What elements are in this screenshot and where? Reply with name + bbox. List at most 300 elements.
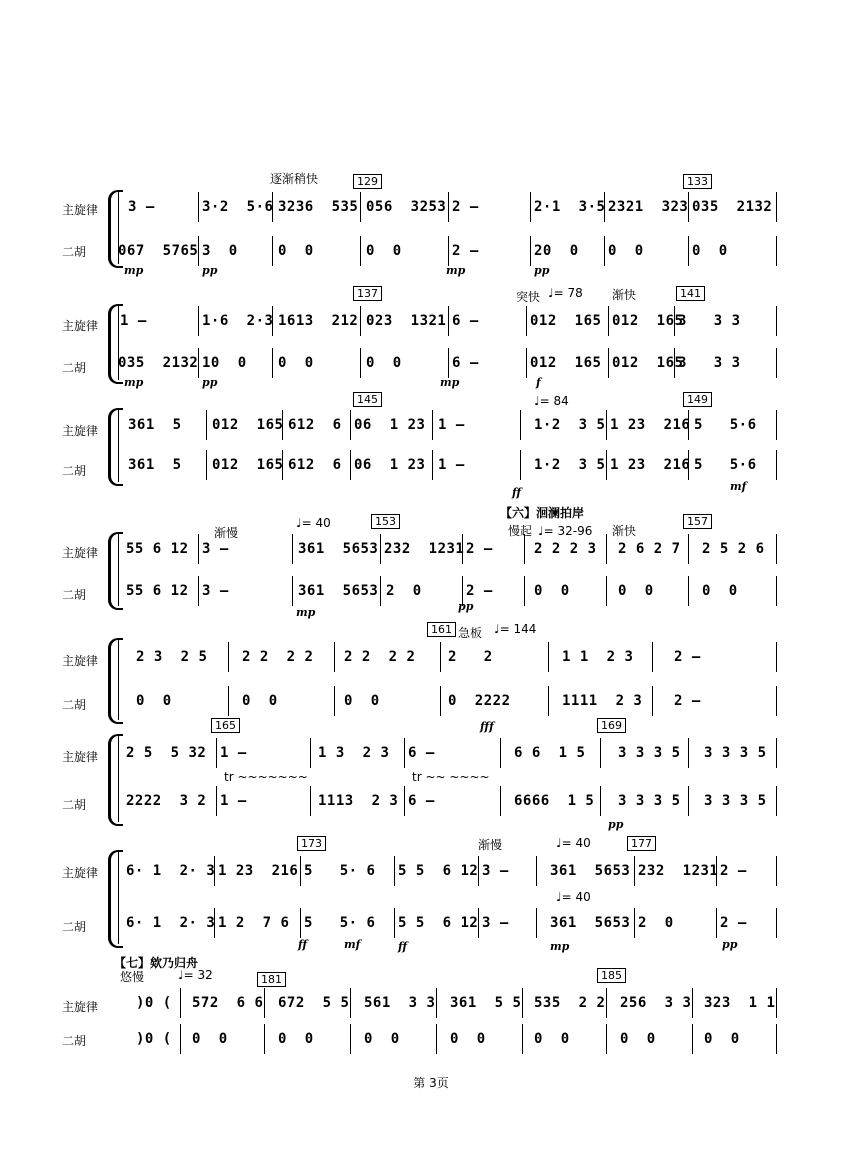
staff-label-erhu: 二胡	[62, 798, 87, 812]
bar-line	[536, 856, 537, 886]
staff-label-melody: 主旋律	[62, 654, 99, 668]
bar-line	[310, 738, 311, 768]
bar-line	[674, 306, 675, 336]
measure: 672 5 5	[278, 995, 350, 1011]
system-start-line	[118, 532, 119, 606]
measure: 6666 1 5	[514, 793, 595, 809]
bar-line	[776, 534, 777, 564]
measure: 0 0	[534, 1031, 570, 1047]
bar-line	[776, 348, 777, 378]
bar-line	[688, 236, 689, 266]
melody-staff	[122, 414, 782, 436]
staff-label-melody: 主旋律	[62, 546, 99, 560]
bar-line	[432, 410, 433, 440]
bar-line	[600, 738, 601, 768]
bar-line	[334, 686, 335, 716]
bar-line	[776, 786, 777, 816]
bar-line	[432, 450, 433, 480]
measure: 6· 1 2· 3	[126, 863, 216, 879]
bar-line	[608, 306, 609, 336]
bar-line	[776, 856, 777, 886]
bar-line	[776, 1024, 777, 1054]
measure: 361 5	[128, 457, 182, 473]
measure: 361 5653	[550, 915, 631, 931]
bar-line	[606, 450, 607, 480]
bar-line	[652, 642, 653, 672]
measure: 2321 323	[608, 199, 689, 215]
staff-label-melody: 主旋律	[62, 319, 99, 333]
bar-line	[608, 348, 609, 378]
system-start-line	[118, 850, 119, 944]
measure: 1 –	[220, 793, 247, 809]
bar-line	[776, 908, 777, 938]
dynamic-mark: mp	[440, 376, 460, 389]
measure: 1 23 216	[610, 417, 691, 433]
bar-line	[310, 786, 311, 816]
measure: 0 0	[242, 693, 278, 709]
bar-line	[350, 410, 351, 440]
measure: 0 0	[364, 1031, 400, 1047]
bar-line	[380, 534, 381, 564]
tempo-mark: 逐渐稍快	[270, 172, 319, 186]
bar-line	[652, 686, 653, 716]
measure: 2 –	[720, 915, 747, 931]
measure: 1 2 7 6	[218, 915, 290, 931]
measure-number: 141	[676, 286, 705, 301]
measure: 1·2 3 5	[534, 417, 606, 433]
bar-line	[776, 686, 777, 716]
bar-line	[688, 576, 689, 606]
measure-number: 149	[683, 392, 712, 407]
staff-label-erhu: 二胡	[62, 698, 87, 712]
measure: 1 1 2 3	[562, 649, 634, 665]
measure: 3236 535	[278, 199, 359, 215]
measure: 232 1231	[638, 863, 719, 879]
measure: 612 6	[288, 457, 342, 473]
measure: 1 23 216	[610, 457, 691, 473]
bar-line	[606, 410, 607, 440]
bar-line	[440, 642, 441, 672]
measure: 012 165	[212, 417, 284, 433]
bar-line	[448, 348, 449, 378]
staff-label-erhu: 二胡	[62, 361, 87, 375]
bar-line	[536, 908, 537, 938]
bar-line	[282, 410, 283, 440]
bar-line	[206, 450, 207, 480]
tempo-mark: 突快	[516, 290, 541, 304]
bar-line	[448, 306, 449, 336]
measure: 2222 3 2	[126, 793, 207, 809]
measure: 1113 2 3	[318, 793, 399, 809]
bar-line	[292, 576, 293, 606]
bar-line	[282, 450, 283, 480]
measure-number: 133	[683, 174, 712, 189]
section-heading: 【六】洄澜拍岸	[500, 506, 585, 520]
measure: 056 3253	[366, 199, 447, 215]
measure: 3 –	[202, 583, 229, 599]
bar-line	[776, 450, 777, 480]
tempo-mark: 渐快	[612, 288, 637, 302]
erhu-staff	[122, 690, 782, 712]
measure: 5 5·6	[694, 457, 757, 473]
dynamic-mark: pp	[458, 600, 474, 613]
measure: 2 –	[720, 863, 747, 879]
measure: 2 –	[466, 541, 493, 557]
bar-line	[500, 786, 501, 816]
bar-line	[776, 576, 777, 606]
measure: 20 0	[534, 243, 579, 259]
bar-line	[462, 534, 463, 564]
measure: 012 165	[212, 457, 284, 473]
measure: 067 5765	[118, 243, 199, 259]
measure: 2 2 2 2	[344, 649, 416, 665]
measure: 012 165	[530, 313, 602, 329]
dynamic-mark: ff	[512, 486, 522, 499]
staff-label-erhu: 二胡	[62, 464, 87, 478]
bar-line	[272, 236, 273, 266]
measure: 361 5653	[298, 583, 379, 599]
measure: 3 3 3 5	[704, 745, 767, 761]
measure: 012 165	[612, 355, 684, 371]
bar-line	[228, 642, 229, 672]
measure: 5 5·6	[694, 417, 757, 433]
bar-line	[198, 306, 199, 336]
staff-label-erhu: 二胡	[62, 920, 87, 934]
measure: 1613 212	[278, 313, 359, 329]
measure: 361 5 5	[450, 995, 522, 1011]
measure: 3 –	[202, 541, 229, 557]
tempo-mark: ♩= 40	[556, 890, 591, 904]
bar-line	[716, 908, 717, 938]
bar-line	[272, 348, 273, 378]
bar-line	[404, 738, 405, 768]
measure: 023 1321	[366, 313, 447, 329]
measure: 2 0	[386, 583, 422, 599]
section-heading: 【七】欸乃归舟	[114, 956, 199, 970]
bar-line	[360, 348, 361, 378]
dynamic-mark: mf	[730, 480, 747, 493]
bar-line	[688, 738, 689, 768]
bar-line	[198, 576, 199, 606]
measure: 3 –	[482, 915, 509, 931]
staff-label-melody: 主旋律	[62, 424, 99, 438]
bar-line	[350, 988, 351, 1018]
erhu-staff	[118, 240, 782, 262]
measure: 012 165	[612, 313, 684, 329]
measure: 1 3 2 3	[318, 745, 390, 761]
measure: 0 0	[366, 355, 402, 371]
measure-number: 137	[353, 286, 382, 301]
bar-line	[350, 1024, 351, 1054]
bar-line	[776, 642, 777, 672]
measure: 5 5 6 12	[398, 915, 479, 931]
bar-line	[394, 856, 395, 886]
dynamic-mark: mp	[446, 264, 466, 277]
melody-staff	[122, 742, 782, 764]
dynamic-mark: ff	[298, 938, 308, 951]
measure: 2 6 2 7	[618, 541, 681, 557]
bar-line	[520, 450, 521, 480]
measure: 0 0	[704, 1031, 740, 1047]
measure: 6 –	[408, 745, 435, 761]
measure: 0 0	[534, 583, 570, 599]
measure: 2 –	[466, 583, 493, 599]
measure: 035 2132	[692, 199, 773, 215]
bar-line	[674, 348, 675, 378]
measure: 2 –	[452, 199, 479, 215]
measure: 2 2 2 3	[534, 541, 597, 557]
measure: 2 3 2 5	[136, 649, 208, 665]
bar-line	[500, 738, 501, 768]
bar-line	[776, 988, 777, 1018]
tempo-mark: 渐慢	[478, 838, 503, 852]
measure: 06 1 23	[354, 457, 426, 473]
staff-label-melody: 主旋律	[62, 203, 99, 217]
system-brace	[108, 532, 123, 610]
tempo-mark: 急板	[458, 626, 483, 640]
staff-label-melody: 主旋律	[62, 1000, 99, 1014]
measure: 3 3 3	[678, 313, 741, 329]
bar-line	[360, 192, 361, 222]
bar-line	[198, 236, 199, 266]
bar-line	[522, 1024, 523, 1054]
measure: 232 1231	[384, 541, 465, 557]
tempo-mark: ♩= 40	[296, 516, 331, 530]
erhu-staff	[122, 1028, 782, 1050]
measure: 3 3 3 5	[704, 793, 767, 809]
staff-label-erhu: 二胡	[62, 588, 87, 602]
system-start-line	[118, 734, 119, 822]
bar-line	[198, 348, 199, 378]
bar-line	[478, 908, 479, 938]
measure: 1 –	[120, 313, 147, 329]
bar-line	[264, 1024, 265, 1054]
measure: 2 0	[638, 915, 674, 931]
bar-line	[604, 236, 605, 266]
bar-line	[634, 856, 635, 886]
measure: 361 5653	[550, 863, 631, 879]
bar-line	[180, 1024, 181, 1054]
bar-line	[524, 576, 525, 606]
tempo-mark: ♩= 84	[534, 394, 569, 408]
bar-line	[292, 534, 293, 564]
bar-line	[198, 534, 199, 564]
bar-line	[548, 642, 549, 672]
bar-line	[776, 738, 777, 768]
bar-line	[264, 988, 265, 1018]
measure: 6 –	[452, 355, 479, 371]
staff-label-melody: 主旋律	[62, 750, 99, 764]
tempo-mark: ♩= 78	[548, 286, 583, 300]
bar-line	[606, 534, 607, 564]
bar-line	[216, 786, 217, 816]
bar-line	[776, 192, 777, 222]
measure: 6 –	[408, 793, 435, 809]
bar-line	[394, 908, 395, 938]
bar-line	[448, 236, 449, 266]
bar-line	[198, 192, 199, 222]
measure: 0 0	[692, 243, 728, 259]
measure: 0 0	[344, 693, 380, 709]
measure: 3 3 3 5	[618, 793, 681, 809]
measure: 0 2222	[448, 693, 511, 709]
measure: 0 0	[618, 583, 654, 599]
bar-line	[404, 786, 405, 816]
measure: 10 0	[202, 355, 247, 371]
measure: 0 0	[192, 1031, 228, 1047]
measure: 535 2 2	[534, 995, 606, 1011]
bar-line	[522, 988, 523, 1018]
bar-line	[716, 856, 717, 886]
melody-staff	[122, 646, 782, 668]
dynamic-mark: mf	[344, 938, 361, 951]
bar-line	[526, 306, 527, 336]
measure: 0 0	[278, 1031, 314, 1047]
bar-line	[436, 1024, 437, 1054]
erhu-staff	[122, 580, 782, 602]
staff-label-erhu: 二胡	[62, 245, 87, 259]
tempo-mark: ♩= 144	[494, 622, 537, 636]
measure: 361 5	[128, 417, 182, 433]
measure: )0 (	[136, 995, 172, 1011]
measure-number: 169	[597, 718, 626, 733]
bar-line	[688, 534, 689, 564]
measure: 572 6 6	[192, 995, 264, 1011]
measure: 2 –	[674, 693, 701, 709]
system-brace	[108, 408, 123, 486]
measure: 3 3 3 5	[618, 745, 681, 761]
bar-line	[606, 1024, 607, 1054]
bar-line	[606, 576, 607, 606]
tempo-mark: ♩= 32-96	[538, 524, 593, 538]
melody-staff	[122, 992, 782, 1014]
measure: 1·2 3 5	[534, 457, 606, 473]
bar-line	[688, 786, 689, 816]
measure: 06 1 23	[354, 417, 426, 433]
measure-number: 161	[427, 622, 456, 637]
measure: 2 –	[452, 243, 479, 259]
measure: 1 –	[220, 745, 247, 761]
measure: 2·1 3·5	[534, 199, 606, 215]
measure: 1 23 216	[218, 863, 299, 879]
trill-mark: tr ~~ ~~~~	[412, 770, 490, 784]
bar-line	[214, 908, 215, 938]
melody-staff	[122, 538, 782, 560]
measure: 3 –	[128, 199, 155, 215]
measure: 55 6 12	[126, 541, 189, 557]
dynamic-mark: pp	[608, 818, 624, 831]
bar-line	[272, 192, 273, 222]
bar-line	[300, 908, 301, 938]
bar-line	[300, 856, 301, 886]
bar-line	[216, 738, 217, 768]
bar-line	[600, 786, 601, 816]
bar-line	[180, 988, 181, 1018]
measure: 5 5· 6	[304, 863, 376, 879]
bar-line	[606, 988, 607, 1018]
bar-line	[214, 856, 215, 886]
page-footer: 第 3页	[413, 1076, 449, 1090]
bar-line	[692, 988, 693, 1018]
measure-number: 157	[683, 514, 712, 529]
measure: 2 5 2 6	[702, 541, 765, 557]
bar-line	[530, 236, 531, 266]
measure: 1111 2 3	[562, 693, 643, 709]
erhu-staff	[122, 790, 782, 812]
dynamic-mark: ff	[398, 940, 408, 953]
bar-line	[360, 236, 361, 266]
measure: 612 6	[288, 417, 342, 433]
tempo-mark: 慢起	[508, 524, 533, 538]
bar-line	[380, 576, 381, 606]
tempo-mark: ♩= 32	[178, 968, 213, 982]
tempo-mark: 渐慢	[214, 526, 239, 540]
tempo-mark: 悠慢	[120, 970, 145, 984]
measure: 1 –	[438, 417, 465, 433]
bar-line	[206, 410, 207, 440]
dynamic-mark: mp	[124, 264, 144, 277]
dynamic-mark: pp	[202, 376, 218, 389]
bar-line	[228, 686, 229, 716]
trill-mark: tr ~~~~~~~	[224, 770, 308, 784]
measure-number: 181	[257, 972, 286, 987]
bar-line	[526, 348, 527, 378]
measure: 2 2 2 2	[242, 649, 314, 665]
dynamic-mark: pp	[534, 264, 550, 277]
erhu-staff	[122, 454, 782, 476]
bar-line	[634, 908, 635, 938]
measure: 012 165	[530, 355, 602, 371]
measure: 3·2 5·6	[202, 199, 274, 215]
system-brace	[108, 850, 123, 948]
measure: 0 0	[450, 1031, 486, 1047]
tempo-mark: ♩= 40	[556, 836, 591, 850]
staff-label-erhu: 二胡	[62, 1034, 87, 1048]
dynamic-mark: fff	[480, 720, 494, 733]
system-start-line	[118, 638, 119, 720]
dynamic-mark: f	[536, 376, 541, 389]
measure: 6· 1 2· 3	[126, 915, 216, 931]
measure-number: 129	[353, 174, 382, 189]
dynamic-mark: mp	[296, 606, 316, 619]
measure: 323 1 1	[704, 995, 776, 1011]
system-brace	[108, 734, 123, 826]
measure: 2 –	[674, 649, 701, 665]
measure: 1·6 2·3	[202, 313, 274, 329]
measure-number: 153	[371, 514, 400, 529]
bar-line	[436, 988, 437, 1018]
measure: 0 0	[366, 243, 402, 259]
dynamic-mark: pp	[202, 264, 218, 277]
measure: 6 –	[452, 313, 479, 329]
dynamic-mark: mp	[550, 940, 570, 953]
measure: 035 2132	[118, 355, 199, 371]
measure: 6 6 1 5	[514, 745, 586, 761]
bar-line	[524, 534, 525, 564]
bar-line	[448, 192, 449, 222]
system-start-line	[118, 408, 119, 482]
measure-number: 173	[297, 836, 326, 851]
bar-line	[776, 236, 777, 266]
dynamic-mark: pp	[722, 938, 738, 951]
staff-label-melody: 主旋律	[62, 866, 99, 880]
measure: )0 (	[136, 1031, 172, 1047]
measure: 0 0	[136, 693, 172, 709]
bar-line	[688, 410, 689, 440]
measure: 361 5653	[298, 541, 379, 557]
measure: 0 0	[278, 355, 314, 371]
bar-line	[548, 686, 549, 716]
